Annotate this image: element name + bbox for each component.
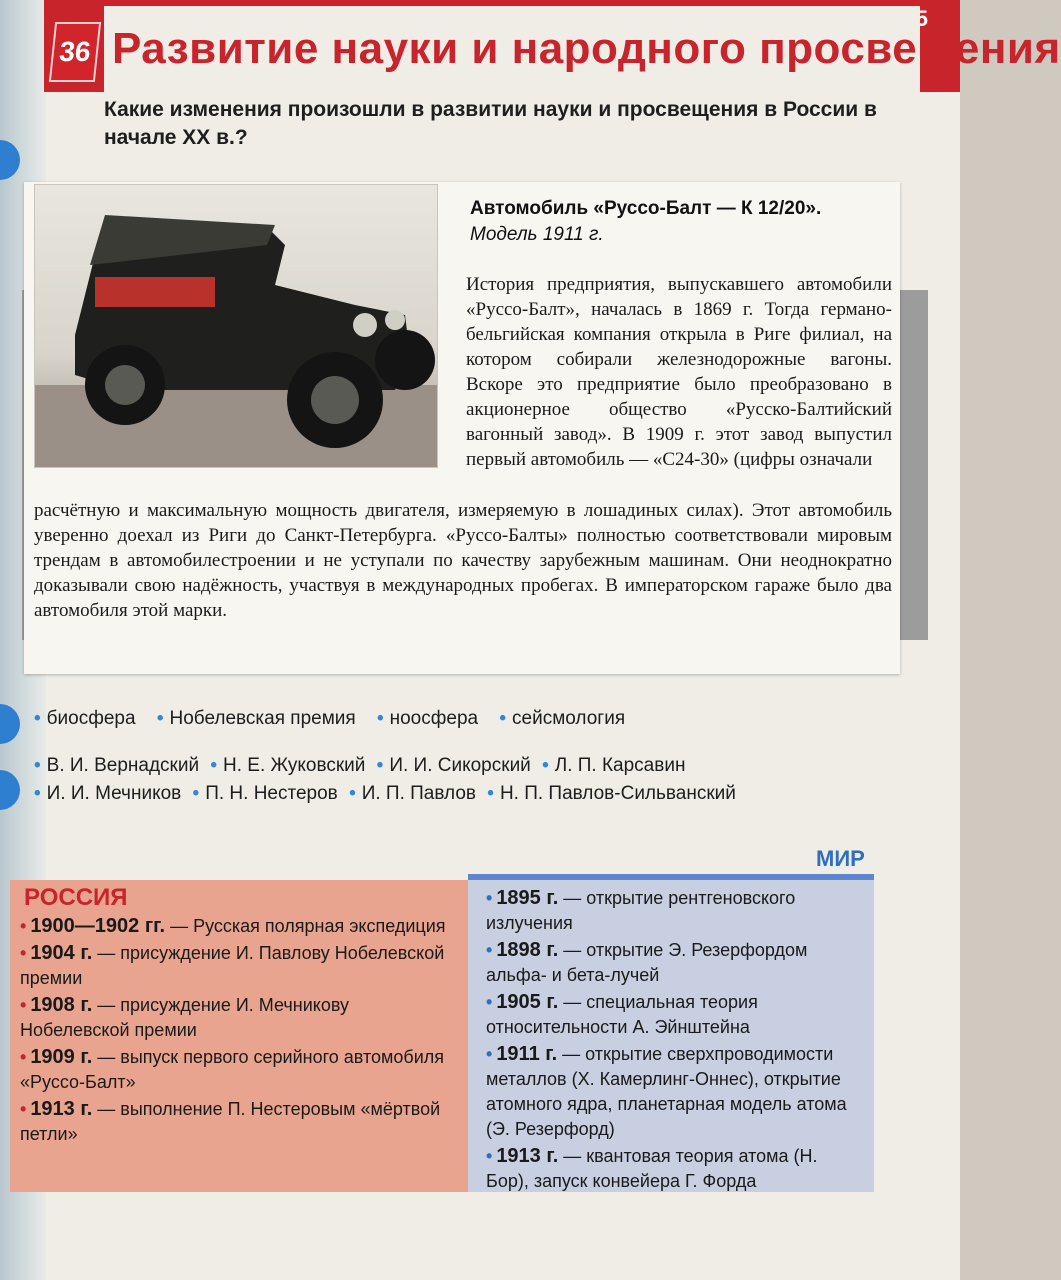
russia-label: РОССИЯ bbox=[24, 884, 128, 911]
entry-text: — квантовая теория атома (Н. Бор), запуск конвейера Г. Форда bbox=[486, 1146, 818, 1191]
car-title: Автомобиль «Руссо-Балт — К 12/20». bbox=[470, 198, 822, 219]
russia-entry: • 1913 г. — выполнение П. Нестеровым «мёртвой петли» bbox=[20, 1098, 441, 1144]
car-subtitle: Модель 1911 г. bbox=[470, 224, 604, 245]
car-photo bbox=[34, 184, 438, 468]
person-item: И. П. Павлов bbox=[361, 783, 476, 804]
person-item: Л. П. Карсавин bbox=[554, 755, 686, 776]
term-item: Нобелевская премия bbox=[169, 708, 356, 729]
entry-date: 1909 г. bbox=[30, 1046, 93, 1068]
chapter-number: 36 bbox=[49, 22, 101, 82]
entry-date: 1913 г. bbox=[30, 1098, 93, 1120]
entry-text: — специальная теория относительности А. Эйнштейна bbox=[486, 992, 758, 1037]
timeline bbox=[10, 846, 946, 1192]
entry-date: 1911 г. bbox=[496, 1043, 558, 1065]
person-item: Н. Е. Жуковский bbox=[223, 755, 366, 776]
feature-text-wide: расчётную и максимальную мощность двигателя, измеряемую в лошадиных силах). Этот автомобиль уверенно доехал из Риги до Санкт-Петербурга. «Руссо-Балты» полностью соответствовали мировым трендам в автомобилестроении и не уступали по качеству зарубежным машинам. Они неоднократно доказывали свою надёжность, участвуя в международных пробегах. В императорском гараже было два автомобиля этой марки. bbox=[34, 500, 892, 621]
entry-text: — присуждение И. Мечникову Нобелевской премии bbox=[20, 995, 350, 1040]
world-label: МИР bbox=[816, 846, 865, 871]
entry-date: 1913 г. bbox=[496, 1145, 559, 1167]
person-item: П. Н. Нестеров bbox=[205, 783, 338, 804]
persons-list: • В. И. Вернадский • Н. Е. Жуковский • И. И. Сикорский • Л. П. Карсавин • И. И. Мечников • П. Н. Нестеров • И. П. Павлов • Н. П. Павлов-Сильванский bbox=[34, 755, 736, 804]
entry-text: — Русская полярная экспедиция bbox=[170, 916, 446, 936]
entry-date: 1908 г. bbox=[30, 994, 93, 1016]
world-entry: • 1898 г. — открытие Э. Резерфордом альфа- и бета-лучей bbox=[486, 939, 808, 985]
entry-date: 1898 г. bbox=[496, 939, 559, 961]
entry-text: — выполнение П. Нестеровым «мёртвой петли» bbox=[20, 1099, 441, 1144]
person-item: И. И. Сикорский bbox=[389, 755, 531, 776]
feature-text-column: История предприятия, выпускавшего автомобили «Руссо-Балт», началась в 1869 г. Тогда германо-бельгийская компания открыла в Риге филиал, на котором собирали железнодорожные вагоны. Вскоре это предприятие было преобразовано в акционерное общество «Русско-Балтийский вагонный завод». В 1909 г. этот завод выпустил первый автомобиль — «С24-30» (цифры означали bbox=[466, 274, 892, 470]
russia-entry: • 1908 г. — присуждение И. Мечникову Нобелевской премии bbox=[20, 994, 350, 1040]
entry-text: — открытие Э. Резерфордом альфа- и бета-лучей bbox=[486, 940, 808, 985]
entry-date: 1905 г. bbox=[496, 991, 559, 1013]
term-item: сейсмология bbox=[512, 708, 626, 729]
world-entry: • 1895 г. — открытие рентгеновского излучения bbox=[486, 887, 796, 933]
term-item: биосфера bbox=[46, 708, 136, 729]
chapter-title: Развитие науки и народного просвещения bbox=[104, 6, 920, 92]
russia-entry: • 1909 г. — выпуск первого серийного автомобиля «Руссо-Балт» bbox=[20, 1046, 445, 1092]
entry-text: — выпуск первого серийного автомобиля «Руссо-Балт» bbox=[20, 1047, 445, 1092]
entry-text: — открытие рентгеновского излучения bbox=[486, 888, 796, 933]
world-entry: • 1905 г. — специальная теория относительности А. Эйнштейна bbox=[486, 991, 758, 1037]
entry-text: — присуждение И. Павлову Нобелевской премии bbox=[20, 943, 445, 988]
term-item: ноосфера bbox=[389, 708, 479, 729]
entry-date: 1904 г. bbox=[30, 942, 93, 964]
russia-entry: • 1900—1902 гг. — Русская полярная экспедиция bbox=[20, 915, 446, 937]
world-timeline bbox=[468, 880, 874, 1192]
world-entry: • 1911 г. — открытие сверхпроводимости металлов (Х. Камерлинг-Оннес), открытие атомного ядра, планетарная модель атома (Э. Резерфорд) bbox=[486, 1043, 847, 1139]
feature-caption bbox=[470, 196, 890, 248]
chapter-question: Какие изменения произошли в развитии науки и просвещения в России в начале XX в.? bbox=[104, 98, 877, 149]
person-item: Н. П. Павлов-Сильванский bbox=[499, 783, 736, 804]
entry-text: — открытие сверхпроводимости металлов (Х. Камерлинг-Оннес), открытие атомного ядра, планетарная модель атома (Э. Резерфорд) bbox=[486, 1044, 847, 1139]
entry-date: 1900—1902 гг. bbox=[30, 915, 166, 937]
world-entry: • 1913 г. — квантовая теория атома (Н. Бор), запуск конвейера Г. Форда bbox=[486, 1145, 818, 1191]
terms-list: • биосфера • Нобелевская премия • ноосфера • сейсмология bbox=[34, 708, 626, 729]
entry-date: 1895 г. bbox=[496, 887, 559, 909]
person-item: В. И. Вернадский bbox=[46, 755, 200, 776]
russia-timeline bbox=[10, 880, 468, 1192]
russia-entry: • 1904 г. — присуждение И. Павлову Нобелевской премии bbox=[20, 942, 445, 988]
person-item: И. И. Мечников bbox=[46, 783, 182, 804]
